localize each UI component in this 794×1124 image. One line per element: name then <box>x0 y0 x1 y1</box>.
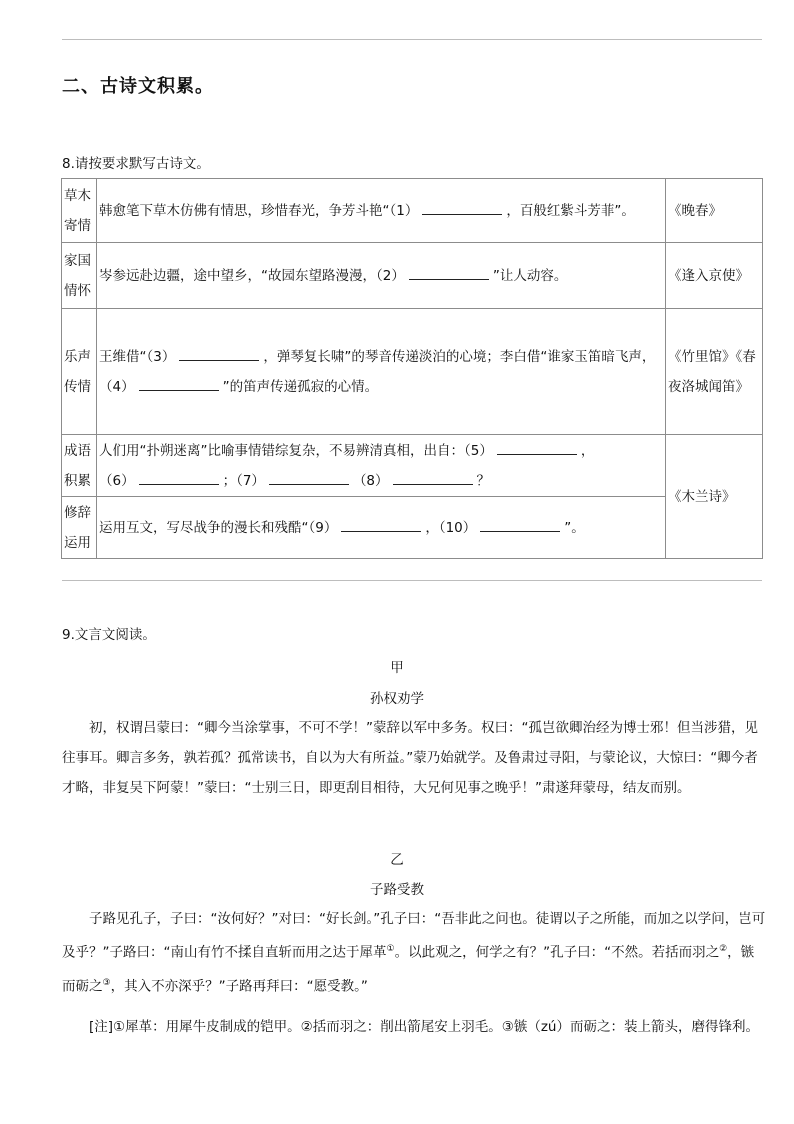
footnote-marker: ① <box>386 944 395 954</box>
content-cell <box>97 309 666 435</box>
content-text: ，百般红紫斗芳菲”。 <box>506 202 635 219</box>
content-text: ， <box>580 442 595 459</box>
text-b-body <box>62 904 766 1001</box>
answer-blank[interactable] <box>409 267 489 280</box>
passage-text: 子路见孔子，子曰：“汝何好？”对曰：“好长剑。”孔子曰：“吾非此之问也。徒谓以子之所能，而加之以学问，岂可及乎？”子路曰：“南山有竹不揉自直斩而用之达于犀革 <box>62 911 766 961</box>
text-b-label: 乙 <box>390 852 404 868</box>
text-b-title: 子路受教 <box>370 882 424 898</box>
content-text: 岑参远赴边疆，途中望乡，“故园东望路漫漫，（2） <box>99 267 405 284</box>
answer-blank[interactable] <box>480 519 560 532</box>
table-row <box>62 309 763 435</box>
content-text: 人们用“扑朔迷离”比喻事情错综复杂，不易辨清真相，出自：（5） <box>99 442 493 459</box>
category-cell: 乐声传情 <box>62 309 97 435</box>
answer-blank[interactable] <box>139 472 219 485</box>
top-divider <box>62 39 762 40</box>
answer-blank[interactable] <box>497 442 577 455</box>
content-text: ，弹琴复长啸”的琴音传递淡泊的心境；李白借“谁家玉笛暗飞声，（4） <box>99 348 656 395</box>
source-cell: 《竹里馆》《春夜洛城闻笛》 <box>666 309 763 435</box>
category-cell: 修辞运用 <box>62 497 97 559</box>
answer-blank[interactable] <box>341 519 421 532</box>
content-text: ”让人动容。 <box>492 267 568 284</box>
answer-blank[interactable] <box>422 202 502 215</box>
content-cell <box>97 497 666 559</box>
footnote: [注]①犀革：用犀牛皮制成的铠甲。②括而羽之：削出箭尾安上羽毛。③镞（zú）而砺之：装上箭头，磨得锋利。 <box>89 1019 759 1035</box>
content-text: ？ <box>476 472 491 489</box>
poem-table <box>61 178 763 559</box>
answer-blank[interactable] <box>269 472 349 485</box>
footnote-marker: ③ <box>102 977 111 988</box>
source-cell: 《逢入京使》 <box>666 243 763 309</box>
content-text: ；（7） <box>222 472 265 489</box>
content-text: （6） <box>99 472 135 489</box>
passage-text: ，其入不亦深乎？”子路再拜曰：“愿受教。” <box>110 978 368 994</box>
content-text: 王维借“（3） <box>99 348 176 365</box>
q8-prompt: 8.请按要求默写古诗文。 <box>62 156 210 172</box>
table-row <box>62 243 763 309</box>
content-text: ”的笛声传递孤寂的心情。 <box>222 378 379 395</box>
footnote-marker: ② <box>719 944 728 954</box>
content-text: ”。 <box>564 519 585 536</box>
text-a-title: 孙权劝学 <box>370 691 424 707</box>
section-title: 二、古诗文积累。 <box>62 76 214 97</box>
content-cell <box>97 243 666 309</box>
text-a-label: 甲 <box>390 660 404 676</box>
table-row <box>62 435 763 497</box>
text-a-body: 初，权谓吕蒙曰：“卿今当涂掌事，不可不学！”蒙辞以军中多务。权曰：“孤岂欲卿治经为博士邪！但当涉猎，见往事耳。卿言多务，孰若孤？孤常读书，自以为大有所益。”蒙乃始就学。及鲁肃过寻阳，与蒙论议，大惊曰：“卿今者才略，非复吴下阿蒙！”蒙曰：“士别三日，即更刮目相待，大兄何见事之晚乎！”肃遂拜蒙母，结友而别。 <box>62 720 758 796</box>
content-cell <box>97 179 666 243</box>
source-cell: 《木兰诗》 <box>666 435 763 559</box>
content-cell <box>97 435 666 497</box>
category-cell: 家国情怀 <box>62 243 97 309</box>
answer-blank[interactable] <box>393 472 473 485</box>
answer-blank[interactable] <box>179 348 259 361</box>
passage-text: ，镞而砺之 <box>62 944 755 994</box>
passage-text: 。以此观之，何学之有？”孔子曰：“不然。若括而羽之 <box>394 944 720 961</box>
q9-prompt: 9.文言文阅读。 <box>62 627 156 643</box>
answer-blank[interactable] <box>139 378 219 391</box>
content-text: 运用互文，写尽战争的漫长和残酷“（9） <box>99 519 338 536</box>
section-divider <box>62 580 762 581</box>
table-row <box>62 179 763 243</box>
table-row <box>62 497 763 559</box>
content-text: （8） <box>352 472 389 489</box>
category-cell: 成语积累 <box>62 435 97 497</box>
content-text: ，（10） <box>425 519 477 536</box>
content-text: 韩愈笔下草木仿佛有情思，珍惜春光，争芳斗艳“（1） <box>99 202 419 219</box>
category-cell: 草木寄情 <box>62 179 97 243</box>
source-cell: 《晚春》 <box>666 179 763 243</box>
